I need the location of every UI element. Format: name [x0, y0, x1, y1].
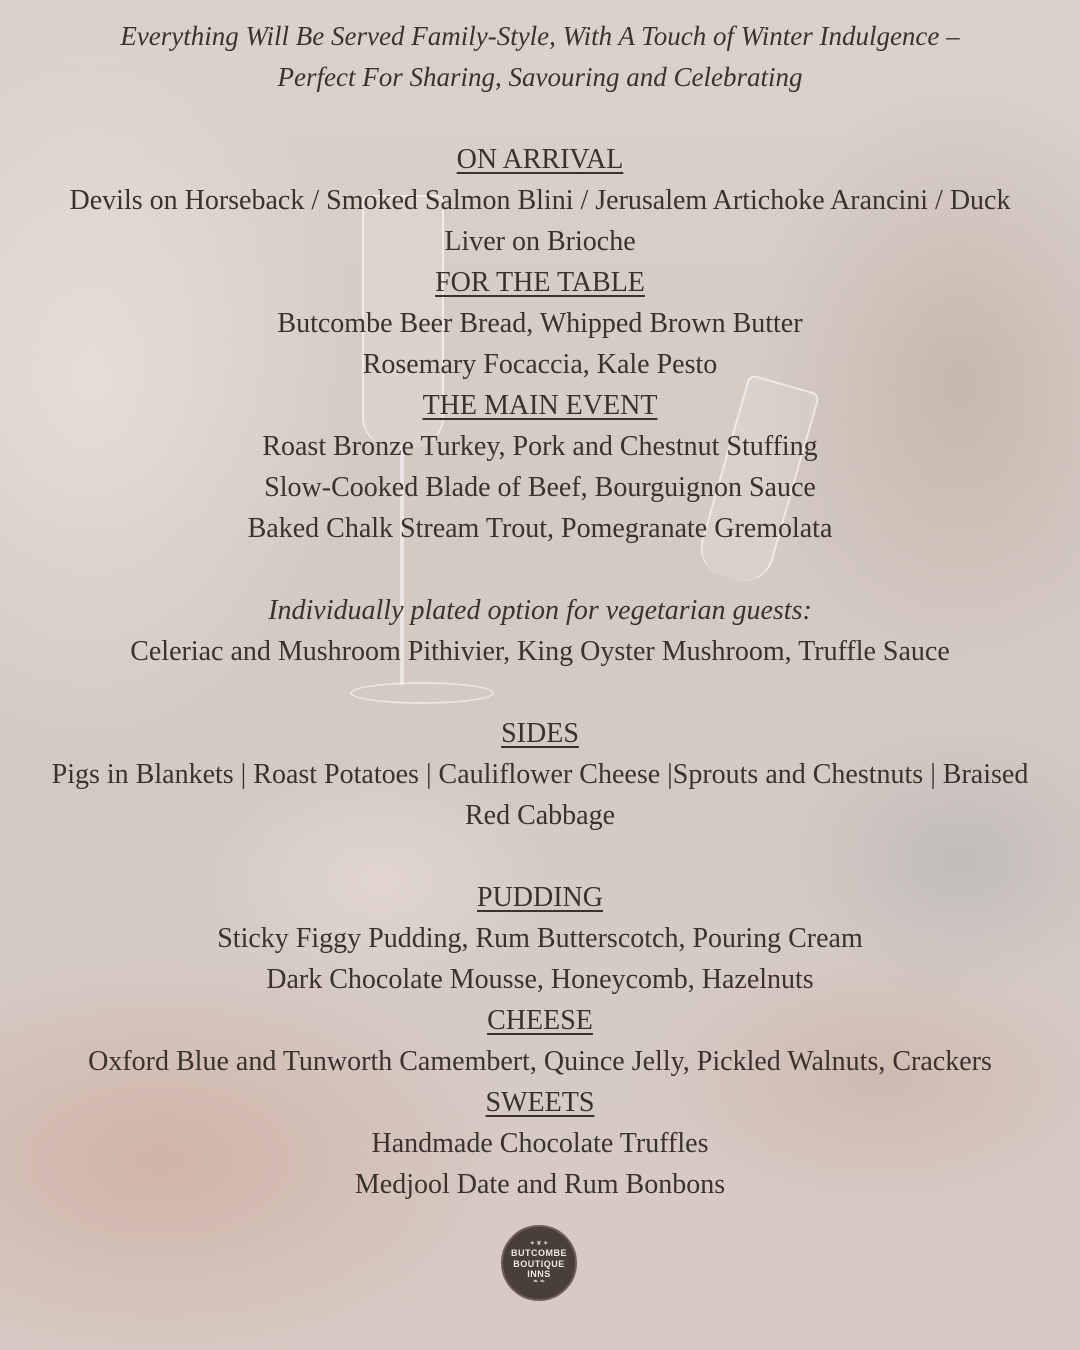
butcombe-boutique-inns-logo — [501, 1225, 577, 1301]
heading-sides: SIDES — [501, 718, 579, 749]
logo-laurel-icon: ❧ ❧ — [533, 1278, 545, 1285]
sweets-line-2: Medjool Date and Rum Bonbons — [354, 1169, 726, 1200]
main-event-line-2: Slow-Cooked Blade of Beef, Bourguignon Sauce — [264, 472, 816, 503]
heading-sweets: SWEETS — [485, 1087, 595, 1118]
on-arrival-line-2: Liver on Brioche — [444, 226, 636, 257]
pudding-line-2: Dark Chocolate Mousse, Honeycomb, Hazelnuts — [266, 964, 814, 995]
heading-cheese: CHEESE — [487, 1005, 593, 1036]
logo-ornament-icon: ✦ ❦ ✦ — [529, 1240, 549, 1247]
logo-line-1: BUTCOMBE — [511, 1247, 567, 1258]
heading-pudding: PUDDING — [477, 882, 603, 913]
vegetarian-option: Celeriac and Mushroom Pithivier, King Oyster Mushroom, Truffle Sauce — [130, 636, 950, 667]
logo-line-2: BOUTIQUE — [513, 1258, 565, 1269]
main-event-line-1: Roast Bronze Turkey, Pork and Chestnut Stuffing — [262, 431, 818, 462]
sweets-line-1: Handmade Chocolate Truffles — [371, 1128, 709, 1159]
sides-line-2: Red Cabbage — [464, 800, 616, 831]
for-the-table-line-1: Butcombe Beer Bread, Whipped Brown Butter — [277, 308, 803, 339]
on-arrival-line-1: Devils on Horseback / Smoked Salmon Blini / Jerusalem Artichoke Arancini / Duck — [69, 185, 1011, 216]
pudding-line-1: Sticky Figgy Pudding, Rum Butterscotch, Pouring Cream — [217, 923, 863, 954]
logo-line-3: INNS — [527, 1268, 551, 1279]
cheese-line-1: Oxford Blue and Tunworth Camembert, Quince Jelly, Pickled Walnuts, Crackers — [88, 1046, 992, 1077]
vegetarian-note: Individually plated option for vegetarian guests: — [268, 595, 812, 626]
intro-line-2: Perfect For Sharing, Savouring and Celebrating — [277, 62, 803, 92]
heading-on-arrival: ON ARRIVAL — [456, 144, 624, 175]
heading-main-event: THE MAIN EVENT — [422, 390, 658, 421]
sides-line-1: Pigs in Blankets | Roast Potatoes | Cauliflower Cheese |Sprouts and Chestnuts | Braised — [51, 759, 1029, 790]
main-event-line-3: Baked Chalk Stream Trout, Pomegranate Gremolata — [247, 513, 833, 544]
intro-line-1: Everything Will Be Served Family-Style, With A Touch of Winter Indulgence – — [120, 21, 960, 51]
for-the-table-line-2: Rosemary Focaccia, Kale Pesto — [362, 349, 718, 380]
heading-for-the-table: FOR THE TABLE — [435, 267, 645, 298]
champagne-glass-left-foot — [350, 682, 494, 704]
